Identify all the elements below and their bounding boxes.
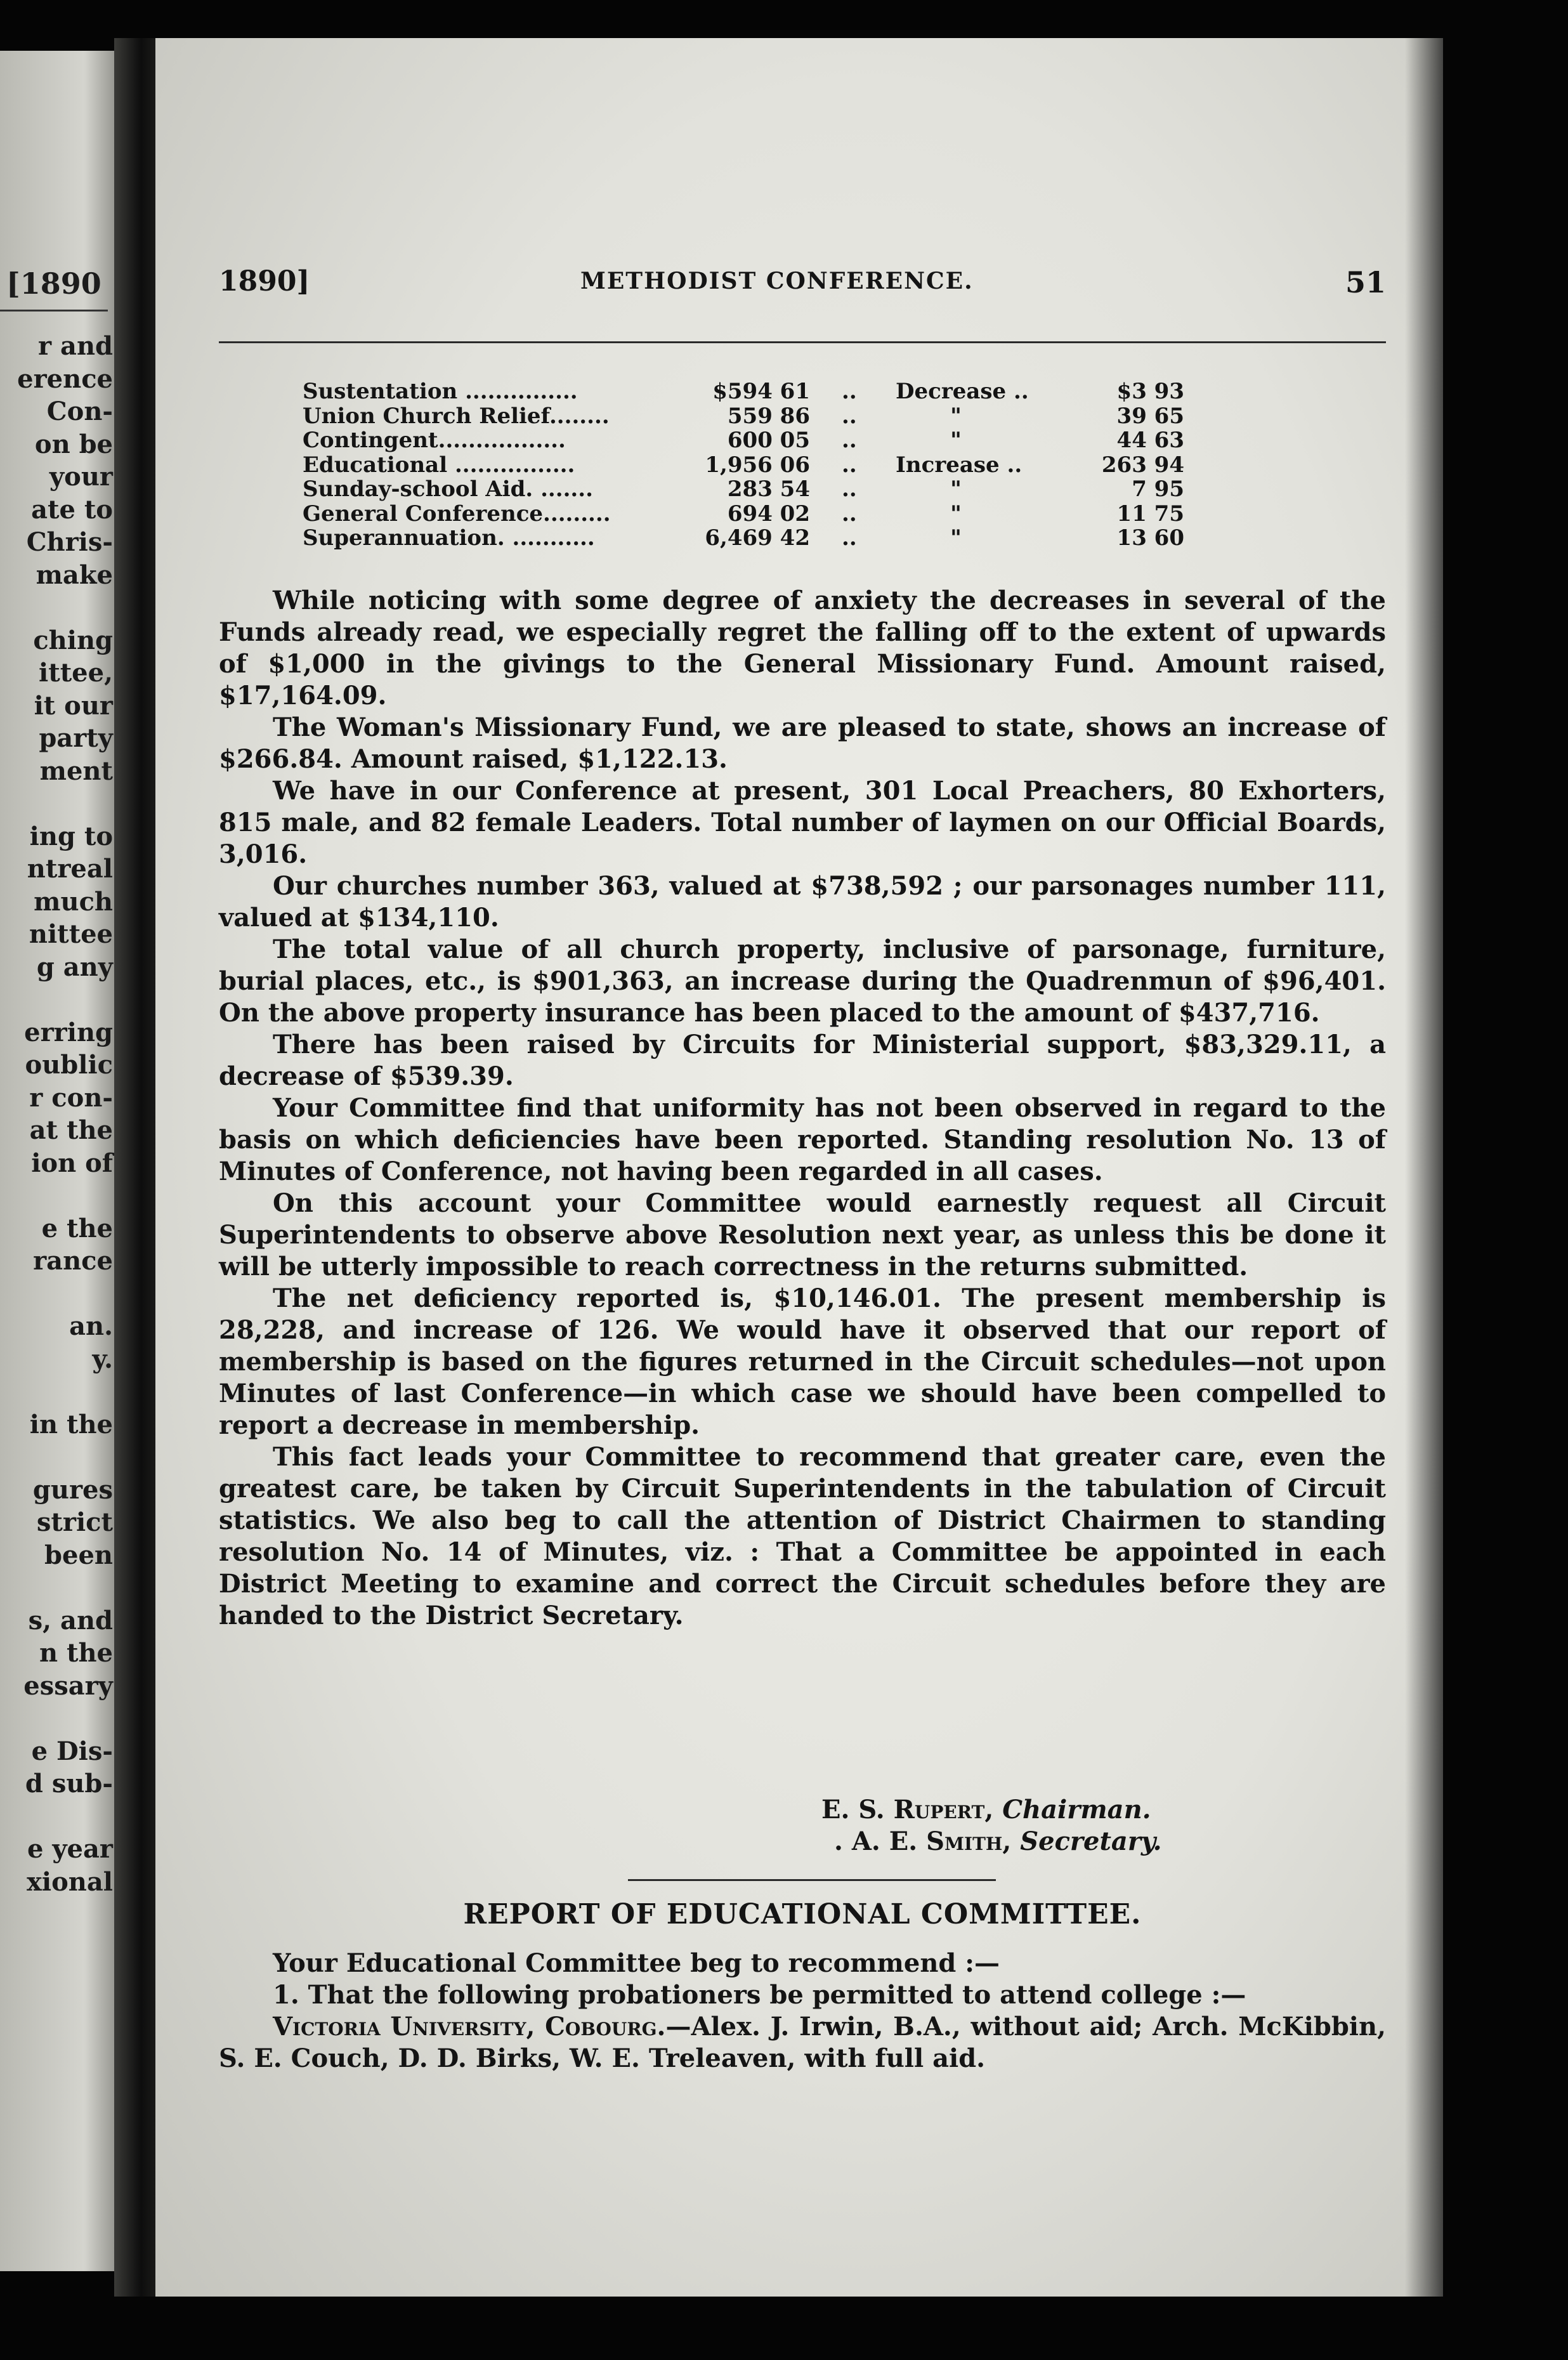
signature-role: Secretary. (1020, 1826, 1162, 1856)
facing-page-text (0, 330, 113, 1898)
facing-page-line (0, 1702, 113, 1735)
facing-page-line: e the (41, 1213, 113, 1243)
facing-page-line: it our (34, 690, 113, 721)
facing-page-line (0, 1278, 113, 1311)
facing-page-line: rance (33, 1246, 113, 1276)
signature-initials: . A. E. (834, 1826, 918, 1856)
signature-chairman (821, 1794, 1162, 1826)
facing-page-line: r con- (29, 1082, 113, 1113)
signature-surname: Rupert, (893, 1795, 994, 1825)
facing-page-line: n the (39, 1638, 113, 1668)
fund-change: Decrease .. (896, 379, 1029, 404)
facing-page-line (0, 591, 113, 624)
facing-page-line: Chris- (26, 527, 113, 557)
facing-page-line: ate to (31, 494, 113, 525)
funds-row (303, 404, 1330, 429)
facing-page-line: erence (17, 364, 113, 394)
fund-difference: $3 93 (1116, 379, 1184, 404)
facing-page-line (0, 1800, 113, 1833)
fund-difference: 263 94 (1101, 452, 1184, 478)
paragraph: We have in our Conference at present, 301 Local Preachers, 80 Exhorters, 815 male, and 82 female Leaders. Total number of laymen on our Official Boards, 3,016. (219, 776, 1386, 869)
facing-page-line: e Dis- (31, 1736, 113, 1766)
book-page (155, 38, 1443, 2297)
facing-page-line: s, and (28, 1605, 113, 1636)
facing-page-line: ion of (31, 1148, 113, 1178)
facing-page-line: in the (29, 1409, 113, 1439)
student-list: —Alex. J. Irwin, B.A., without aid; Arch. McKibbin, S. E. Couch, D. D. Birks, W. E. Treleaven, with full aid. (219, 2012, 1386, 2073)
fund-separator: .. (842, 428, 857, 453)
facing-page-line: ntreal (27, 854, 113, 884)
fund-difference: 11 75 (1116, 501, 1184, 527)
facing-page-line: strict (36, 1507, 113, 1537)
facing-page-line (0, 787, 113, 820)
fund-amount: 283 54 (727, 476, 810, 502)
facing-page-line: your (49, 462, 113, 492)
facing-page-rule (0, 310, 108, 311)
paragraph: The total value of all church property, inclusive of parsonage, furniture, burial places, etc., is $901,363, an increase during the Quadrenmun of $96,401. On the above property insurance has been placed to the amount of $437,716. (219, 934, 1386, 1028)
running-head-year: 1890] (219, 265, 310, 298)
header-rule (219, 341, 1386, 343)
fund-amount: 559 86 (727, 403, 810, 429)
paragraph (219, 2011, 1386, 2075)
facing-page-line: at the (29, 1115, 113, 1145)
facing-page-line (0, 1375, 113, 1408)
paragraph: Our churches number 363, valued at $738,592 ; our parsonages number 111, valued at $134,110. (219, 871, 1386, 933)
fund-change: " (950, 476, 962, 502)
paragraph: Your Educational Committee beg to recommend :— (273, 1948, 1000, 1978)
facing-page-line (0, 983, 113, 1016)
funds-row (303, 428, 1330, 453)
facing-page-line: ment (39, 756, 113, 786)
fund-separator: .. (842, 525, 857, 551)
signature-surname: Smith, (926, 1826, 1012, 1856)
page-number: 51 (1345, 265, 1386, 299)
fund-name: Superannuation. ........... (303, 525, 595, 551)
facing-page-line: ching (33, 625, 113, 655)
running-head (219, 265, 1386, 305)
facing-page-line: xional (27, 1866, 113, 1897)
facing-page-line: make (36, 560, 113, 590)
facing-page-line: d sub- (25, 1769, 113, 1799)
running-head-title: METHODIST CONFERENCE. (580, 268, 974, 294)
fund-change: " (950, 403, 962, 429)
signature-initials: E. S. (821, 1795, 885, 1825)
facing-page-line: y. (92, 1344, 113, 1374)
facing-page-line: Con- (46, 397, 113, 426)
fund-difference: 13 60 (1116, 525, 1184, 551)
facing-page-line: nittee (29, 919, 113, 949)
section-divider (628, 1879, 996, 1881)
section-title: REPORT OF EDUCATIONAL COMMITTEE. (463, 1898, 1142, 1931)
facing-page-header: [1890 (6, 266, 101, 301)
facing-page-line (0, 1179, 113, 1212)
fund-name: Sustentation ............... (303, 379, 578, 404)
facing-page-line (0, 1571, 113, 1604)
fund-name: General Conference......... (303, 501, 611, 527)
paragraph: The net deficiency reported is, $10,146.01. The present membership is 28,228, and increase of 126. We would have it observed that our report of membership is based on the figures returned in the Circuit schedules—not upon Minutes of last Conference—in which case we should have been compelled to report a decrease in membership. (219, 1283, 1386, 1440)
facing-page-line: an. (69, 1311, 113, 1341)
fund-difference: 7 95 (1132, 476, 1184, 502)
fund-separator: .. (842, 379, 857, 404)
facing-page-line: been (44, 1540, 113, 1570)
book-gutter (114, 38, 159, 2297)
fund-difference: 44 63 (1116, 428, 1184, 453)
facing-page-line (0, 1441, 113, 1474)
fund-separator: .. (842, 403, 857, 429)
facing-page-line: oublic (25, 1050, 113, 1080)
funds-row (303, 379, 1330, 404)
facing-page-line: party (39, 723, 113, 753)
signature-secretary (821, 1826, 1162, 1858)
fund-separator: .. (842, 501, 857, 527)
fund-difference: 39 65 (1116, 403, 1184, 429)
fund-amount: 6,469 42 (705, 525, 810, 551)
paragraph: While noticing with some degree of anxiety the decreases in several of the Funds already read, we especially regret the falling off to the extent of upwards of $1,000 in the givings to the General Missionary Fund. Amount raised, $17,164.09. (219, 586, 1386, 711)
paragraph: 1. That the following probationers be permitted to attend college :— (273, 1980, 1246, 2010)
facing-page-line: r and (38, 331, 113, 361)
paragraph: There has been raised by Circuits for Ministerial support, $83,329.11, a decrease of $539.39. (219, 1030, 1386, 1091)
signature-block (821, 1794, 1162, 1858)
fund-change: " (950, 501, 962, 527)
facing-page (0, 51, 121, 2271)
facing-page-line: on be (34, 429, 113, 459)
educational-body (219, 1948, 1386, 2075)
facing-page-line: erring (24, 1017, 113, 1047)
facing-page-line: essary (23, 1670, 113, 1701)
fund-separator: .. (842, 452, 857, 478)
fund-name: Sunday-school Aid. ....... (303, 476, 593, 502)
fund-change: Increase .. (896, 452, 1022, 478)
fund-change: " (950, 525, 962, 551)
paragraph: This fact leads your Committee to recommend that greater care, even the greatest care, be taken by Circuit Superintendents in the tabulation of Circuit statistics. We also beg to call the attention of District Chairmen to standing resolution No. 14 of Minutes, viz. : That a Committee be appointed in each District Meeting to examine and correct the Circuit schedules before they are handed to the District Secretary. (219, 1442, 1386, 1630)
fund-name: Union Church Relief........ (303, 403, 610, 429)
facing-page-line: ing to (29, 821, 113, 851)
fund-amount: 694 02 (727, 501, 810, 527)
fund-separator: .. (842, 476, 857, 502)
fund-amount: 600 05 (727, 428, 810, 453)
paragraph: On this account your Committee would earnestly request all Circuit Superintendents to observe above Resolution next year, as unless this be done it will be utterly impossible to reach correctness in the returns submitted. (219, 1188, 1386, 1282)
institution-name: Victoria University, Cobourg. (273, 2012, 666, 2042)
signature-role: Chairman. (1002, 1795, 1151, 1825)
page-edge-shadow (1405, 38, 1443, 2297)
funds-row (303, 526, 1330, 551)
funds-row (303, 453, 1330, 478)
fund-amount: 1,956 06 (705, 452, 810, 478)
facing-page-line: g any (36, 952, 113, 982)
facing-page-line: e year (27, 1834, 113, 1864)
fund-name: Educational ................ (303, 452, 575, 478)
paragraph: Your Committee find that uniformity has not been observed in regard to the basis on which deficiencies have been reported. Standing resolution No. 13 of Minutes of Conference, not having been regarded in all cases. (219, 1093, 1386, 1186)
facing-page-line: gures (32, 1474, 113, 1505)
fund-name: Contingent................. (303, 428, 566, 453)
funds-row (303, 502, 1330, 527)
funds-table (303, 379, 1330, 551)
facing-page-line: much (34, 886, 113, 917)
fund-change: " (950, 428, 962, 453)
report-body (219, 585, 1386, 1632)
fund-amount: $594 61 (712, 379, 810, 404)
funds-row (303, 477, 1330, 502)
facing-page-line: ittee, (39, 658, 113, 688)
paragraph: The Woman's Missionary Fund, we are pleased to state, shows an increase of $266.84. Amount raised, $1,122.13. (219, 712, 1386, 774)
